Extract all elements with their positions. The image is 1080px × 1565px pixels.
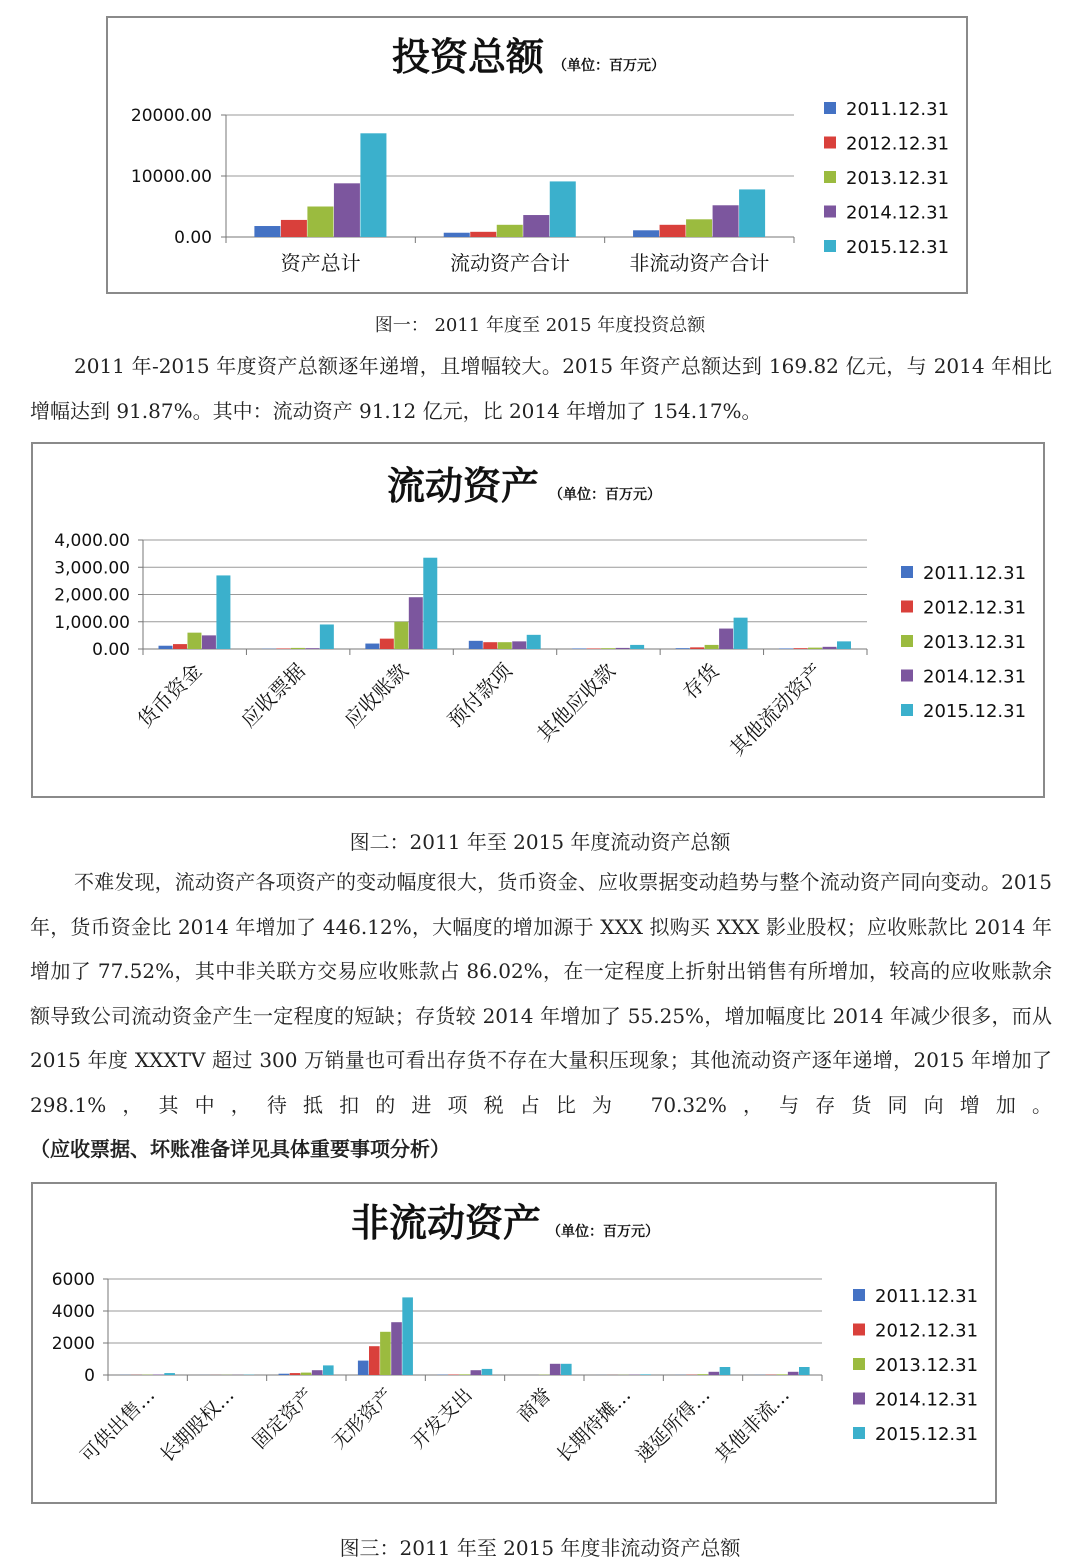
legend-label: 2011.12.31 <box>846 99 950 120</box>
y-tick-label: 2000 <box>51 1334 95 1354</box>
bar <box>423 558 437 649</box>
bar <box>409 597 423 649</box>
legend-label: 2015.12.31 <box>875 1424 979 1445</box>
x-category-label: 应收票据 <box>236 658 310 733</box>
y-tick-label: 2,000.00 <box>54 585 130 606</box>
bar <box>380 639 394 649</box>
bar <box>777 1374 788 1375</box>
y-tick-label: 6000 <box>51 1270 95 1290</box>
figure-caption-3: 图三：2011 年至 2015 年度非流动资产总额 <box>339 1536 741 1560</box>
bar <box>550 1364 561 1375</box>
bar <box>676 648 690 649</box>
legend-swatch <box>853 1324 865 1336</box>
bar <box>697 1374 708 1375</box>
bar <box>394 622 408 649</box>
bar <box>616 648 630 649</box>
chart-unit: （单位：百万元） <box>553 58 665 74</box>
bar <box>159 646 173 649</box>
chart-svg-3 <box>33 1184 999 1506</box>
bar <box>686 219 712 237</box>
bar <box>291 648 305 649</box>
x-category-label: 存货 <box>678 658 724 704</box>
legend-swatch <box>853 1393 865 1405</box>
bar <box>512 641 526 649</box>
bar <box>633 230 659 237</box>
y-tick-label: 20000.00 <box>130 106 212 126</box>
legend-swatch <box>901 601 913 613</box>
legend-swatch <box>853 1427 865 1439</box>
bar <box>482 1369 493 1375</box>
chart-title: 流动资产 <box>386 463 540 508</box>
y-tick-label: 1,000.00 <box>54 612 130 633</box>
bar <box>380 1332 391 1375</box>
bar <box>720 1367 731 1375</box>
y-tick-label: 0.00 <box>174 228 212 248</box>
x-category-label: 其他应收款 <box>532 658 620 747</box>
paragraph-2 <box>30 860 1052 1172</box>
x-category-label: 递延所得… <box>631 1383 715 1467</box>
bar <box>276 648 290 649</box>
bar <box>572 648 586 649</box>
x-category-label: 商誉 <box>513 1383 556 1427</box>
chart-svg-1 <box>108 18 970 296</box>
legend-swatch <box>901 670 913 682</box>
x-category-label: 流动资产合计 <box>450 251 570 275</box>
bar <box>799 1367 810 1375</box>
paragraph-2-text: 不难发现，流动资产各项资产的变动幅度很大，货币资金、应收票据变动趋势与整个流动资产同向变动。2015 年，货币资金比 2014 年增加了 446.12%，大幅度的增加源于 XXX 拟购买 XXX 影业股权；应收账款比 2014 年增加了 77.52%，其中非关联方交易应收账款占 86.02%，在一定程度上折射出销售有所增加，较高的应收账款余额导致公司流动资金产生一定程度的短缺；存货较 2014 年增加了 55.25%，增加幅度比 2014 年减少很多，而从 2015 年度 XXXTV 超过 300 万销量也可看出存货不存在大量积压现象；其他流动资产逐年递增，2015 年增加了 298.1%，其中，待抵扣的进项税占比为 70.32%，与存货同向增加。 <box>30 870 1052 1117</box>
bar <box>470 232 496 237</box>
legend-label: 2015.12.31 <box>923 701 1027 722</box>
chart-title: 非流动资产 <box>350 1200 542 1245</box>
bar <box>254 226 280 237</box>
bar <box>713 205 739 237</box>
bar <box>320 624 334 649</box>
bar <box>808 648 822 649</box>
legend-label: 2012.12.31 <box>846 133 950 155</box>
legend-swatch <box>824 102 836 114</box>
paragraph-2-bold: （应收票据、坏账准备详见具体重要事项分析） <box>30 1137 450 1161</box>
chart-title: 投资总额 <box>391 34 545 79</box>
x-category-label: 长期待摊… <box>552 1383 636 1467</box>
bar <box>369 1346 380 1375</box>
x-category-label: 其他流动资产 <box>724 658 827 761</box>
bar <box>587 648 601 649</box>
chart-unit: （单位：百万元） <box>549 487 661 503</box>
bar <box>779 648 793 649</box>
bar <box>391 1322 402 1375</box>
x-category-label: 长期股权… <box>155 1383 239 1467</box>
legend-label: 2012.12.31 <box>923 597 1027 619</box>
bar <box>794 648 808 649</box>
bar <box>527 635 541 649</box>
x-category-label: 可供出售… <box>76 1383 160 1467</box>
bar <box>739 189 765 237</box>
legend-label: 2011.12.31 <box>923 563 1027 584</box>
chart-svg-2 <box>33 444 1047 800</box>
bar <box>561 1364 572 1375</box>
y-tick-label: 10000.00 <box>130 167 212 187</box>
x-category-label: 非流动资产合计 <box>629 251 770 275</box>
legend-label: 2014.12.31 <box>923 666 1027 688</box>
bar <box>550 181 576 237</box>
bar <box>444 233 470 237</box>
x-category-label: 应收账款 <box>339 658 414 733</box>
chart-noncurrent-assets <box>31 1182 997 1504</box>
chart-unit: （单位：百万元） <box>547 1224 659 1240</box>
bar <box>290 1373 301 1375</box>
legend-swatch <box>901 635 913 647</box>
bar <box>601 648 615 649</box>
bar <box>202 635 216 649</box>
bar <box>497 225 523 237</box>
chart-current-assets <box>31 442 1045 798</box>
x-category-label: 固定资产 <box>248 1383 318 1454</box>
bar <box>719 629 733 649</box>
bar <box>705 645 719 649</box>
bar <box>823 647 837 649</box>
y-tick-label: 0.00 <box>92 640 130 660</box>
legend-swatch <box>824 206 836 218</box>
bar <box>301 1373 312 1375</box>
bar <box>164 1373 175 1375</box>
legend-label: 2013.12.31 <box>923 632 1027 653</box>
x-category-label: 预付款项 <box>442 658 517 733</box>
chart-investment-total <box>106 16 968 294</box>
paragraph-1: 2011 年-2015 年度资产总额逐年递增，且增幅较大。2015 年资产总额达到 169.82 亿元，与 2014 年相比增幅达到 91.87%。其中：流动资产 91.12 亿元，比 2014 年增加了 154.17%。 <box>30 354 1052 423</box>
legend-label: 2013.12.31 <box>846 168 950 189</box>
bar <box>690 647 704 649</box>
y-tick-label: 3,000.00 <box>54 558 130 579</box>
bar <box>788 1372 799 1375</box>
bar <box>307 207 333 238</box>
legend-swatch <box>901 566 913 578</box>
legend-swatch <box>824 171 836 183</box>
bar <box>312 1370 323 1375</box>
x-category-label: 开发支出 <box>407 1383 477 1454</box>
bar <box>498 642 512 649</box>
bar <box>459 1374 470 1375</box>
bar <box>323 1365 334 1375</box>
legend-swatch <box>853 1358 865 1370</box>
figure-caption-2: 图二：2011 年至 2015 年度流动资产总额 <box>349 830 731 854</box>
x-category-label: 货币资金 <box>132 658 207 733</box>
legend-label: 2014.12.31 <box>846 202 950 224</box>
bar <box>402 1297 413 1375</box>
bar <box>358 1361 369 1375</box>
x-category-label: 无形资产 <box>327 1383 398 1454</box>
bar <box>709 1372 720 1375</box>
y-tick-label: 0 <box>84 1366 95 1386</box>
bar <box>837 641 851 649</box>
bar <box>173 644 187 649</box>
bar <box>640 1374 651 1375</box>
bar <box>483 642 497 649</box>
bar <box>305 648 319 649</box>
legend-label: 2013.12.31 <box>875 1355 979 1376</box>
legend-label: 2014.12.31 <box>875 1389 979 1411</box>
bar <box>187 633 201 649</box>
legend-label: 2012.12.31 <box>875 1320 979 1342</box>
bar <box>216 575 230 649</box>
bar <box>630 645 644 649</box>
bar <box>279 1374 290 1375</box>
y-tick-label: 4000 <box>51 1302 95 1322</box>
y-tick-label: 4,000.00 <box>54 531 130 551</box>
legend-swatch <box>824 137 836 149</box>
bar <box>365 644 379 649</box>
legend-swatch <box>824 240 836 252</box>
figure-caption-1: 图一： 2011 年度至 2015 年度投资总额 <box>374 315 706 336</box>
legend-label: 2011.12.31 <box>875 1286 979 1307</box>
bar <box>471 1370 482 1375</box>
x-category-label: 其他非流… <box>711 1383 794 1467</box>
bar <box>334 183 360 237</box>
legend-label: 2015.12.31 <box>846 237 950 258</box>
bar <box>360 133 386 237</box>
bar <box>734 618 748 649</box>
legend-swatch <box>853 1289 865 1301</box>
bar <box>523 215 549 237</box>
bar <box>281 220 307 237</box>
x-category-label: 资产总计 <box>280 251 361 275</box>
bar <box>660 225 686 237</box>
legend-swatch <box>901 704 913 716</box>
bar <box>469 641 483 649</box>
